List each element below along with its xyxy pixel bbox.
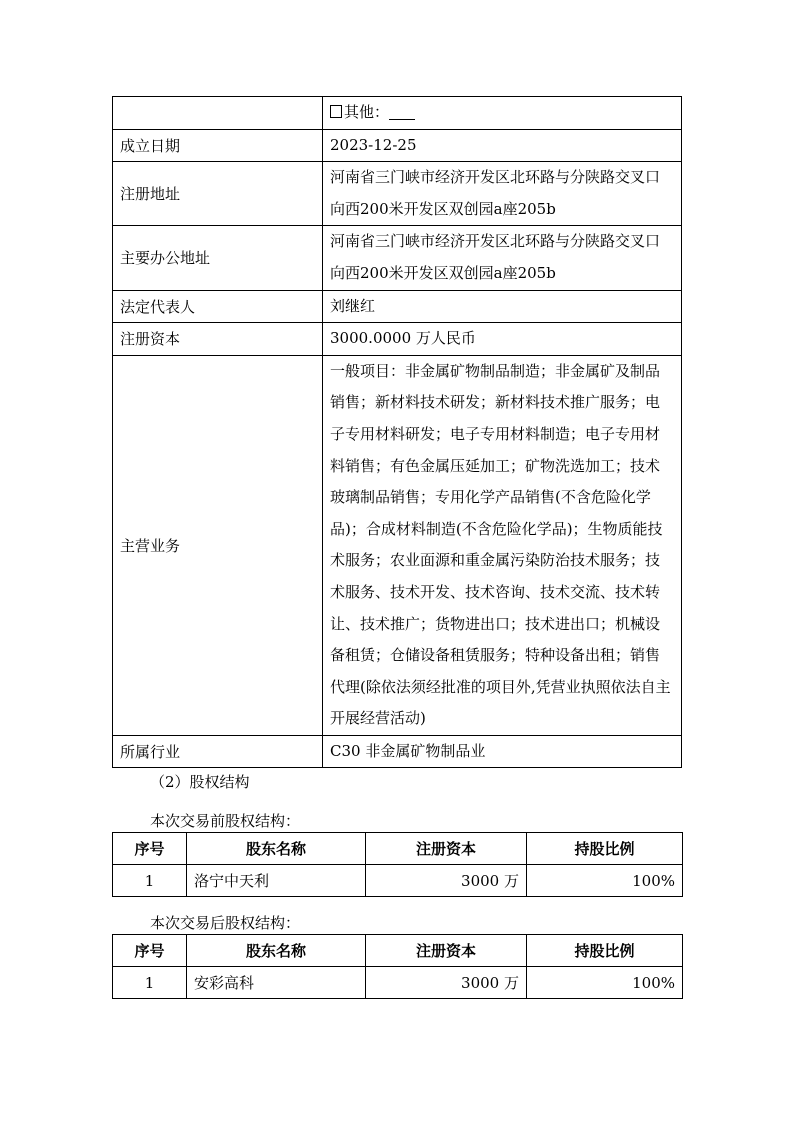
table-row	[113, 355, 682, 735]
row-label: 主营业务	[113, 355, 323, 735]
column-header: 序号	[113, 833, 187, 865]
checkbox-icon	[330, 105, 342, 118]
column-header: 注册资本	[366, 935, 527, 967]
row-value: 河南省三门峡市经济开发区北环路与分陕路交叉口向西200米开发区双创园a座205b	[323, 226, 682, 290]
row-label: 主要办公地址	[113, 226, 323, 290]
row-label: 所属行业	[113, 735, 323, 768]
row-value: C30 非金属矿物制品业	[323, 735, 682, 768]
row-value: 2023-12-25	[323, 129, 682, 162]
after-caption: 本次交易后股权结构：	[150, 914, 301, 932]
row-value	[323, 97, 682, 130]
cell-shareholder: 安彩高科	[187, 967, 366, 999]
equity-after-table	[112, 934, 683, 999]
before-caption: 本次交易前股权结构：	[150, 812, 301, 830]
column-header: 注册资本	[366, 833, 527, 865]
table-row	[113, 967, 683, 999]
column-header: 序号	[113, 935, 187, 967]
row-value: 3000.0000 万人民币	[323, 323, 682, 356]
cell-index: 1	[113, 865, 187, 897]
table-header-row	[113, 833, 683, 865]
row-label: 注册资本	[113, 323, 323, 356]
row-label	[113, 97, 323, 130]
column-header: 持股比例	[527, 935, 683, 967]
equity-before-table	[112, 832, 683, 897]
cell-capital: 3000 万	[366, 865, 527, 897]
table-row	[113, 735, 682, 768]
row-label: 法定代表人	[113, 290, 323, 323]
row-value: 刘继红	[323, 290, 682, 323]
column-header: 持股比例	[527, 833, 683, 865]
table-row	[113, 323, 682, 356]
section-heading: （2）股权结构	[150, 773, 250, 791]
row-label: 注册地址	[113, 162, 323, 226]
cell-ratio: 100%	[527, 865, 683, 897]
cell-ratio: 100%	[527, 967, 683, 999]
table-row	[113, 290, 682, 323]
row-value: 一般项目：非金属矿物制品制造；非金属矿及制品销售；新材料技术研发；新材料技术推广服务；电子专用材料研发；电子专用材料制造；电子专用材料销售；有色金属压延加工；矿物洗选加工；技术玻璃制品销售；专用化学产品销售(不含危险化学品)；合成材料制造(不含危险化学品)；生物质能技术服务；农业面源和重金属污染防治技术服务；技术服务、技术开发、技术咨询、技术交流、技术转让、技术推广；货物进出口；技术进出口；机械设备租赁；仓储设备租赁服务；特种设备出租；销售代理(除依法须经批准的项目外,凭营业执照依法自主开展经营活动)	[323, 355, 682, 735]
table-header-row	[113, 935, 683, 967]
column-header: 股东名称	[187, 833, 366, 865]
company-info-table	[112, 96, 682, 768]
row-value: 河南省三门峡市经济开发区北环路与分陕路交叉口向西200米开发区双创园a座205b	[323, 162, 682, 226]
other-label: 其他：	[344, 103, 390, 121]
column-header: 股东名称	[187, 935, 366, 967]
blank-line	[389, 105, 415, 120]
table-row	[113, 226, 682, 290]
table-row	[113, 865, 683, 897]
cell-index: 1	[113, 967, 187, 999]
cell-capital: 3000 万	[366, 967, 527, 999]
table-row	[113, 162, 682, 226]
cell-shareholder: 洛宁中天利	[187, 865, 366, 897]
table-row	[113, 129, 682, 162]
row-label: 成立日期	[113, 129, 323, 162]
table-row	[113, 97, 682, 130]
